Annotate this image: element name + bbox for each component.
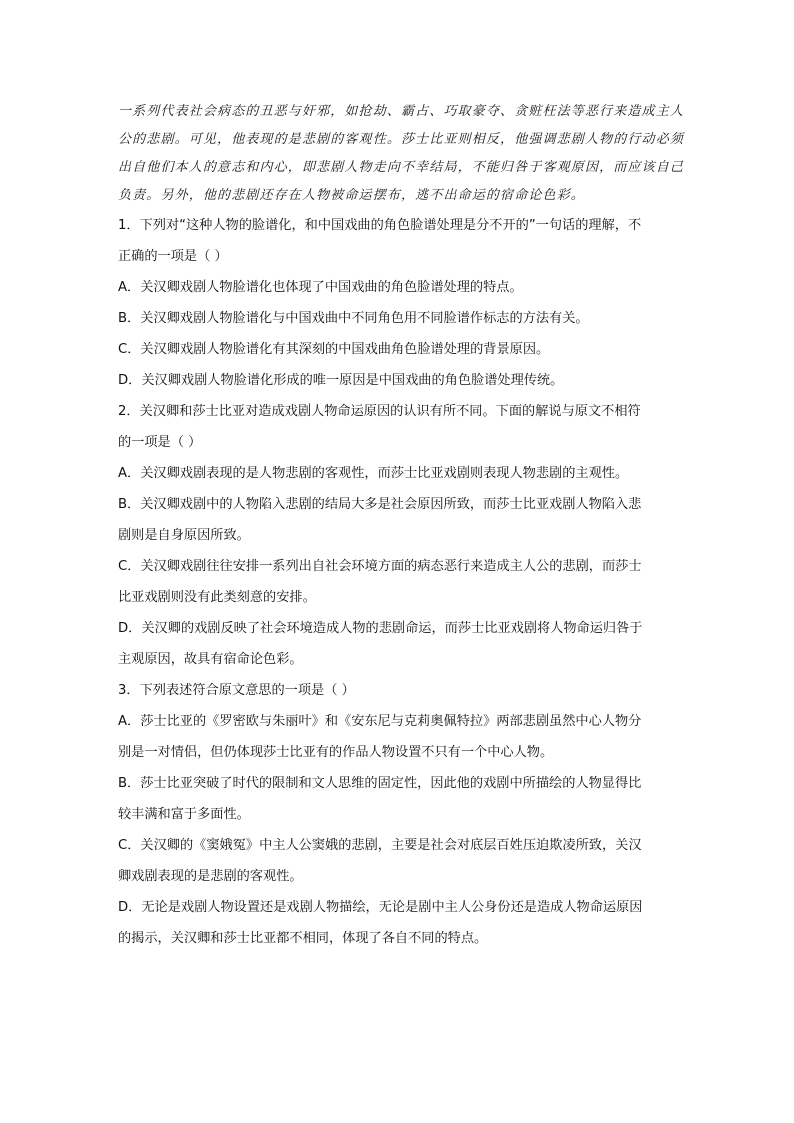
- passage-line: 出自他们本人的意志和内心，即悲剧人物走向不幸结局，不能归咎于客观原因，而应该自己: [118, 160, 685, 175]
- option-b-continued: 较丰满和富于多面性。: [118, 807, 250, 822]
- question-1: [118, 210, 678, 396]
- option-d: D．关汉卿的戏剧反映了社会环境造成人物的悲剧命运，而莎士比亚戏剧将人物命运归咎于: [118, 621, 643, 636]
- option-c: C．关汉卿戏剧往往安排一系列出自社会环境方面的病态恶行来造成主人公的悲剧，而莎士: [118, 559, 642, 574]
- option-c-continued: 卿戏剧表现的是悲剧的客观性。: [118, 869, 303, 884]
- option-c-continued: 比亚戏剧则没有此类刻意的安排。: [118, 590, 316, 605]
- option-b: B．关汉卿戏剧中的人物陷入悲剧的结局大多是社会原因所致，而莎士比亚戏剧人物陷入悲: [118, 497, 642, 512]
- question-stem-line: 1．下列对“这种人物的脸谱化，和中国戏曲的角色脸谱处理是分不开的”一句话的理解，不: [118, 218, 642, 233]
- question-stem-line: 2．关汉卿和莎士比亚对造成戏剧人物命运原因的认识有所不同。下面的解说与原文不相符: [118, 404, 641, 419]
- question-stem-line: 3．下列表述符合原文意思的一项是（ ）: [118, 683, 355, 698]
- option-c: C．关汉卿的《窦娥冤》中主人公窦娥的悲剧，主要是社会对底层百姓压迫欺凌所致，关汉: [118, 838, 642, 853]
- option-b: B．莎士比亚突破了时代的限制和文人思维的固定性，因此他的戏剧中所描绘的人物显得比: [118, 776, 642, 791]
- option-d: D．无论是戏剧人物设置还是戏剧人物描绘，无论是剧中主人公身份还是造成人物命运原因: [118, 900, 643, 915]
- option-b: B．关汉卿戏剧人物脸谱化与中国戏曲中不同角色用不同脸谱作标志的方法有关。: [118, 311, 589, 326]
- question-stem-line: 正确的一项是（ ）: [118, 249, 228, 264]
- option-c: C．关汉卿戏剧人物脸谱化有其深刻的中国戏曲角色脸谱处理的背景原因。: [118, 342, 550, 357]
- document-content: [118, 98, 685, 954]
- question-stem-line: 的一项是（ ）: [118, 435, 202, 450]
- option-b-continued: 剧则是自身原因所致。: [118, 528, 250, 543]
- option-a: A．关汉卿戏剧人物脸谱化也体现了中国戏曲的角色脸谱处理的特点。: [118, 280, 523, 295]
- option-d-continued: 的揭示，关汉卿和莎士比亚都不相同，体现了各自不同的特点。: [118, 931, 488, 946]
- question-2: [118, 396, 678, 675]
- passage-line: 负责。另外，他的悲剧还存在人物被命运摆布，逃不出命运的宿命论色彩。: [118, 188, 585, 203]
- option-d-continued: 主观原因，故具有宿命论色彩。: [118, 652, 303, 667]
- question-3: [118, 675, 678, 954]
- passage-line: 一系列代表社会病态的丑恶与奸邪，如抢劫、霸占、巧取豪夺、贪赃枉法等恶行来造成主人: [118, 104, 685, 119]
- option-a: A．关汉卿戏剧表现的是人物悲剧的客观性，而莎士比亚戏剧则表现人物悲剧的主观性。: [118, 466, 629, 481]
- option-d: D．关汉卿戏剧人物脸谱化形成的唯一原因是中国戏曲的角色脸谱处理传统。: [118, 373, 564, 388]
- option-a: A．莎士比亚的《罗密欧与朱丽叶》和《安东尼与克莉奥佩特拉》两部悲剧虽然中心人物分: [118, 714, 642, 729]
- passage-excerpt: [118, 98, 685, 210]
- passage-line: 公的悲剧。可见，他表现的是悲剧的客观性。莎士比亚则相反，他强调悲剧人物的行动必须: [118, 132, 685, 147]
- option-a-continued: 别是一对情侣，但仍体现莎士比亚有的作品人物设置不只有一个中心人物。: [118, 745, 554, 760]
